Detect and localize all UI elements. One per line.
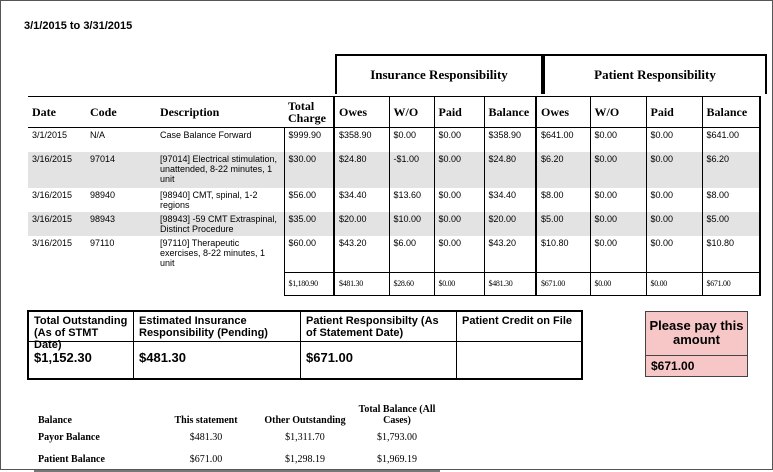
row-description: [98943] -59 CMT Extraspinal, Distinct Procedure <box>156 212 284 236</box>
patient-responsibility-header: Patient Responsibility <box>543 54 767 94</box>
row-ins-owes: $34.40 <box>334 188 389 212</box>
total-pt-wo: $0.00 <box>590 272 646 295</box>
total-outstanding-value: $1,152.30 <box>34 350 92 365</box>
table-row <box>28 152 760 188</box>
row-ins-paid: $0.00 <box>434 188 484 212</box>
row-ins-paid: $0.00 <box>434 212 484 236</box>
col-pt-owes: Owes <box>536 97 590 128</box>
row-ins-balance: $34.40 <box>484 188 536 212</box>
row-pt-balance: $641.00 <box>702 128 760 153</box>
balance-header-row <box>34 396 440 426</box>
col-ins-owes: Owes <box>334 97 389 128</box>
col-ins-paid: Paid <box>434 97 484 128</box>
total-outstanding-label: Total Outstanding (As of STMT Date) <box>29 312 133 342</box>
table-row <box>28 188 760 212</box>
row-total: $999.90 <box>284 128 334 153</box>
row-code: 97014 <box>86 152 156 188</box>
table-header-row <box>28 97 760 128</box>
please-pay-box <box>645 311 748 377</box>
account-summary <box>27 310 583 380</box>
please-pay-label: Please pay this amount <box>646 312 747 356</box>
row-pt-owes: $8.00 <box>536 188 590 212</box>
row-date: 3/1/2015 <box>32 130 68 140</box>
table-row <box>28 212 760 236</box>
row-ins-owes: $24.80 <box>334 152 389 188</box>
total-pt-balance: $671.00 <box>702 272 760 295</box>
row-ins-paid: $0.00 <box>434 236 484 272</box>
row-description: [97014] Electrical stimulation, unattended, 8-22 minutes, 1 unit <box>156 152 284 188</box>
col-ins-balance: Balance <box>484 97 536 128</box>
total-ins-wo: $28.60 <box>389 272 434 295</box>
row-total: $56.00 <box>284 188 334 212</box>
row-date: 3/16/2015 <box>28 212 86 236</box>
row-total: $30.00 <box>284 152 334 188</box>
col-total-charge: Total Charge <box>284 97 334 128</box>
row-pt-paid: $0.00 <box>646 188 702 212</box>
row-ins-wo: $0.00 <box>389 128 434 153</box>
patient-balance-label: Patient Balance <box>34 448 156 471</box>
row-pt-wo: $0.00 <box>590 188 646 212</box>
balance-summary-table <box>34 396 440 472</box>
payor-total: $1,793.00 <box>377 431 417 443</box>
payor-balance-label: Payor Balance <box>38 431 100 443</box>
total-outstanding-cell <box>29 312 134 378</box>
patient-credit-label: Patient Credit on File <box>457 312 581 342</box>
insurance-responsibility-header: Insurance Responsibility <box>335 54 543 94</box>
row-description: [98940] CMT, spinal, 1-2 regions <box>160 190 258 210</box>
balance-col-other: Other Outstanding <box>264 415 346 426</box>
payor-balance-row <box>34 426 440 448</box>
row-code: 98940 <box>90 190 116 200</box>
patient-total: $1,969.19 <box>354 448 440 471</box>
row-pt-paid: $0.00 <box>646 128 702 153</box>
row-ins-paid: $0.00 <box>434 152 484 188</box>
row-total: $35.00 <box>284 212 334 236</box>
col-pt-wo: W/O <box>590 97 646 128</box>
patient-this-statement: $671.00 <box>156 448 256 471</box>
total-ins-balance: $481.30 <box>484 272 536 295</box>
balance-col-label: Balance <box>38 415 72 426</box>
row-pt-wo: $0.00 <box>590 236 646 272</box>
est-insurance-value: $481.30 <box>139 350 186 365</box>
col-date: Date <box>28 97 86 128</box>
row-description: Case Balance Forward <box>160 130 252 140</box>
total-charge: $1,180.90 <box>284 272 334 295</box>
row-code: N/A <box>90 130 106 140</box>
row-ins-balance: $43.20 <box>484 236 536 272</box>
total-ins-owes: $481.30 <box>334 272 389 295</box>
row-pt-wo: $0.00 <box>590 128 646 153</box>
row-pt-wo: $0.00 <box>590 212 646 236</box>
row-pt-balance: $10.80 <box>702 236 760 272</box>
col-pt-balance: Balance <box>702 97 760 128</box>
row-ins-paid: $0.00 <box>434 128 484 153</box>
row-pt-balance: $6.20 <box>702 152 760 188</box>
row-date: 3/16/2015 <box>32 190 73 200</box>
totals-row <box>28 272 760 295</box>
row-pt-owes: $641.00 <box>536 128 590 153</box>
row-pt-owes: $10.80 <box>536 236 590 272</box>
row-ins-wo: -$1.00 <box>389 152 434 188</box>
row-ins-owes: $43.20 <box>334 236 389 272</box>
row-ins-owes: $20.00 <box>334 212 389 236</box>
patient-credit-value <box>457 342 581 358</box>
patient-other: $1,298.19 <box>256 448 354 471</box>
balance-col-this-statement: This statement <box>174 415 238 426</box>
row-code: 98943 <box>86 212 156 236</box>
payor-this-statement: $481.30 <box>189 431 223 443</box>
row-ins-balance: $24.80 <box>484 152 536 188</box>
row-pt-owes: $6.20 <box>536 152 590 188</box>
patient-credit-cell <box>457 312 581 378</box>
payor-other: $1,311.70 <box>285 431 325 443</box>
total-pt-owes: $671.00 <box>536 272 590 295</box>
row-pt-paid: $0.00 <box>646 212 702 236</box>
row-ins-wo: $13.60 <box>389 188 434 212</box>
row-pt-wo: $0.00 <box>590 152 646 188</box>
patient-resp-cell <box>301 312 457 378</box>
statement-period: 3/1/2015 to 3/31/2015 <box>24 20 133 32</box>
row-ins-wo: $10.00 <box>389 212 434 236</box>
row-code: 97110 <box>90 238 115 248</box>
please-pay-amount: $671.00 <box>651 359 695 373</box>
row-pt-balance: $8.00 <box>702 188 760 212</box>
table-row <box>28 128 760 153</box>
charges-table <box>28 96 761 296</box>
row-pt-paid: $0.00 <box>646 236 702 272</box>
row-pt-paid: $0.00 <box>646 152 702 188</box>
patient-resp-label: Patient Responsibilty (As of Statement Date) <box>301 312 456 342</box>
patient-balance-row <box>34 448 440 471</box>
col-ins-wo: W/O <box>389 97 434 128</box>
balance-col-total: Total Balance (All Cases) <box>358 404 436 426</box>
row-total: $60.00 <box>284 236 334 272</box>
col-code: Code <box>86 97 156 128</box>
est-insurance-cell <box>134 312 301 378</box>
col-description: Description <box>156 97 284 128</box>
row-pt-owes: $5.00 <box>536 212 590 236</box>
col-pt-paid: Paid <box>646 97 702 128</box>
total-pt-paid: $0.00 <box>646 272 702 295</box>
row-ins-wo: $6.00 <box>389 236 434 272</box>
row-ins-balance: $358.90 <box>484 128 536 153</box>
est-insurance-label: Estimated Insurance Responsibility (Pending) <box>134 312 300 342</box>
row-ins-balance: $20.00 <box>484 212 536 236</box>
row-date: 3/16/2015 <box>32 238 73 248</box>
row-date: 3/16/2015 <box>28 152 86 188</box>
row-description: [97110] Therapeutic exercises, 8-22 minutes, 1 unit <box>160 238 266 268</box>
row-ins-owes: $358.90 <box>334 128 389 153</box>
patient-resp-value: $671.00 <box>306 350 353 365</box>
total-ins-paid: $0.00 <box>434 272 484 295</box>
table-row <box>28 236 760 272</box>
row-pt-balance: $5.00 <box>702 212 760 236</box>
